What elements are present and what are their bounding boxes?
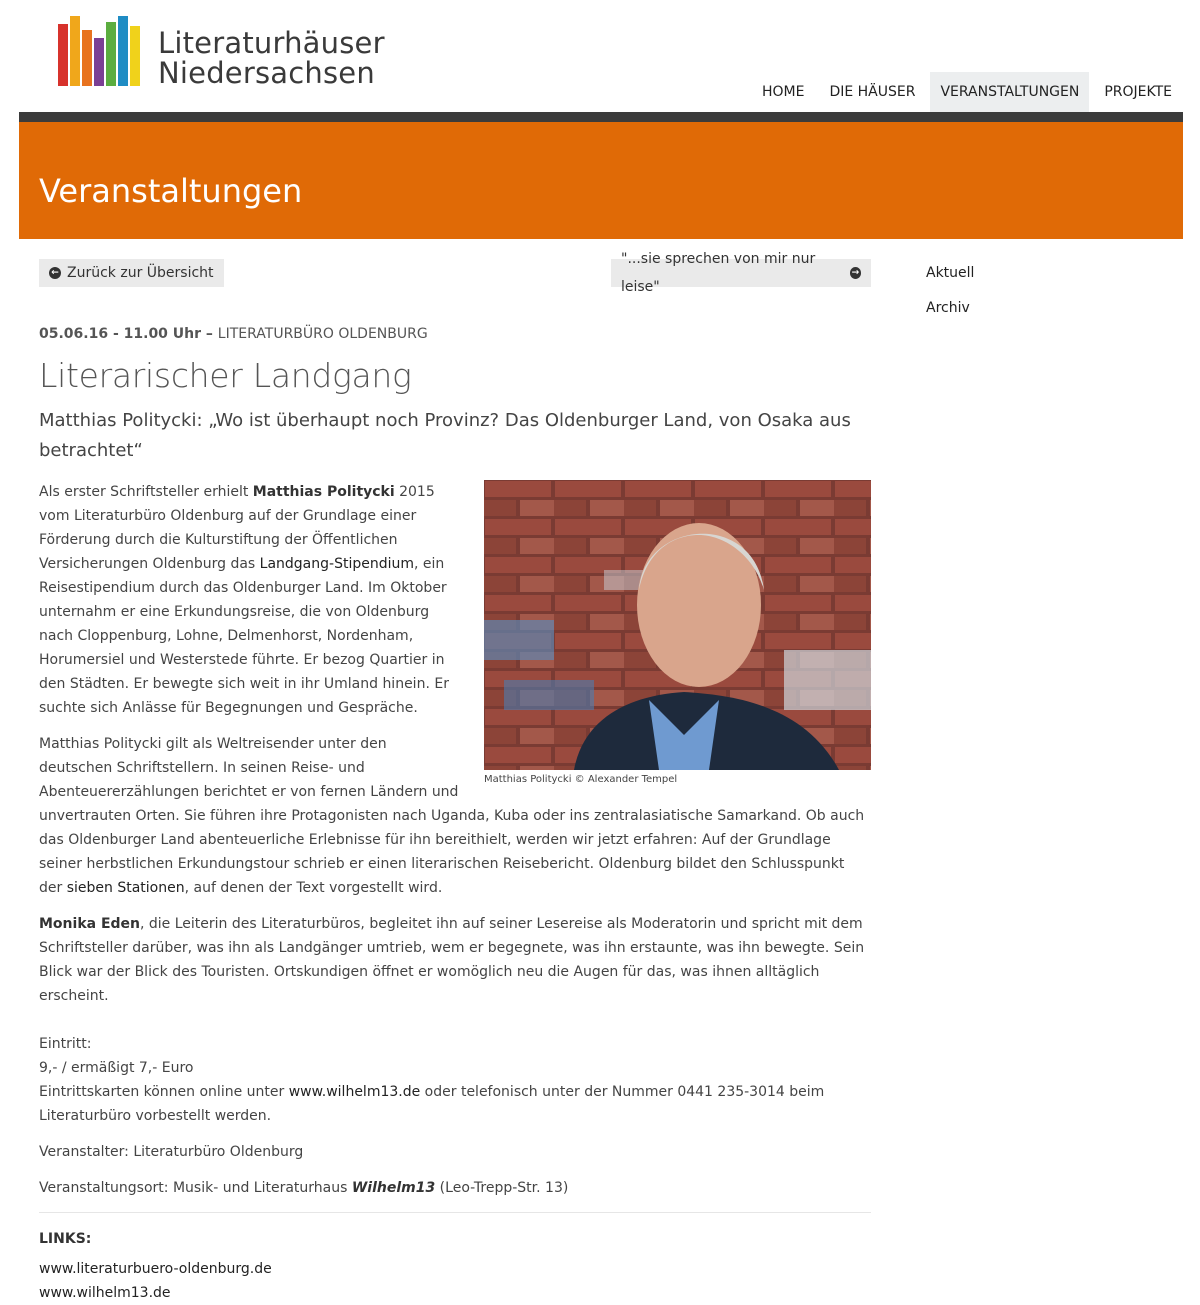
logo-bars-icon bbox=[58, 16, 144, 86]
event-subtitle: Matthias Politycki: „Wo ist überhaupt noch Provinz? Das Oldenburger Land, von Osaka aus betrachtet“ bbox=[39, 410, 851, 461]
p2-text-b: , auf denen der Text vorgestellt wird. bbox=[184, 880, 443, 896]
event-meta bbox=[39, 326, 871, 342]
organizer: Veranstalter: Literaturbüro Oldenburg bbox=[39, 1144, 304, 1160]
landgang-stipendium-link[interactable]: Landgang-Stipendium bbox=[259, 556, 414, 572]
link-wilhelm13[interactable]: www.wilhelm13.de bbox=[39, 1285, 171, 1301]
logo-line2: Niedersachsen bbox=[158, 56, 375, 90]
links-list bbox=[39, 1257, 871, 1305]
nav-home[interactable]: HOME bbox=[761, 84, 805, 100]
location-text-a: Veranstaltungsort: Musik- und Literaturhaus bbox=[39, 1180, 352, 1196]
author-photo[interactable] bbox=[484, 480, 871, 770]
event-article bbox=[39, 326, 871, 1305]
arrow-right-circle-icon: → bbox=[851, 268, 860, 278]
logo-line1: Literaturhäuser bbox=[158, 26, 385, 60]
location-venue-name: Wilhelm13 bbox=[351, 1180, 436, 1196]
next-button-label: "...sie sprechen von mir nur leise" bbox=[621, 251, 816, 295]
paragraph-3 bbox=[39, 912, 871, 1008]
p3-text: , die Leiterin des Literaturbüros, begleitet ihn auf seiner Lesereise als Moderatorin und spricht mit dem Schriftsteller darüber, was ihn als Landgänger umtrieb, wem er begegnete, was ihn erstaunte, was ihn bewegte. Sein Blick war der Blick des Touristen. Ortskundigen öffnet er womöglich neu die Augen für das, was ihnen alltäglich erscheint. bbox=[39, 916, 865, 1004]
next-event-button[interactable] bbox=[611, 251, 871, 295]
entry-text-a: Eintrittskarten können online unter bbox=[39, 1084, 289, 1100]
arrow-left-circle-icon: ← bbox=[49, 267, 61, 279]
logo-text bbox=[158, 28, 385, 88]
nav-veranstaltungen[interactable]: VERANSTALTUNGEN bbox=[930, 72, 1089, 112]
sidebar-item-aktuell[interactable]: Aktuell bbox=[926, 265, 975, 281]
event-datetime: 05.06.16 - 11.00 Uhr bbox=[39, 326, 202, 342]
event-venue: LITERATURBÜRO OLDENBURG bbox=[217, 326, 428, 342]
sidebar-item-archiv[interactable]: Archiv bbox=[926, 300, 970, 316]
divider bbox=[39, 1212, 871, 1213]
author-figure bbox=[484, 480, 871, 785]
main-nav bbox=[747, 72, 1182, 112]
page-title: Veranstaltungen bbox=[39, 172, 303, 210]
nav-divider-bar bbox=[19, 112, 1183, 122]
location bbox=[39, 1176, 871, 1200]
nav-die-haeuser[interactable]: DIE HÄUSER bbox=[829, 84, 916, 100]
p2-text-a: Matthias Politycki gilt als Weltreisender unter den deutschen Schriftstellern. In seinen Reise- und Abenteuererzählungen berichtet er von fernen Ländern und unvertrauten Orten. Sie führen ihre Protagonisten nach Uganda, Kuba oder ins zentralasiatische Samarkand. Ob auch das Oldenburger Land abenteuerliche Erlebnisse für ihn bereithielt, werden wir jetzt erfahren: Auf der Grundlage seiner herbstlichen Erkundungstour schrieb er einen literarischen Reisebericht. Oldenburg bildet den Schlusspunkt der bbox=[39, 736, 865, 896]
page-banner bbox=[19, 122, 1183, 239]
entry-info bbox=[39, 1032, 871, 1128]
nav-projekte[interactable]: PROJEKTE bbox=[1104, 84, 1172, 100]
p1-author-name: Matthias Politycki bbox=[252, 484, 395, 500]
sieben-stationen-link[interactable]: sieben Stationen bbox=[66, 880, 185, 896]
entry-price: 9,- / ermäßigt 7,- Euro bbox=[39, 1060, 194, 1076]
wilhelm13-ticket-link[interactable]: www.wilhelm13.de bbox=[288, 1084, 421, 1100]
entry-text-b: oder telefonisch unter der Nummer 0441 235-3014 beim Literaturbüro vorbestellt werden. bbox=[39, 1084, 825, 1124]
p1-text-a: Als erster Schriftsteller erhielt bbox=[39, 484, 253, 500]
links-heading: LINKS: bbox=[39, 1231, 92, 1247]
photo-caption: Matthias Politycki © Alexander Tempel bbox=[484, 774, 678, 785]
back-to-overview-button[interactable] bbox=[39, 259, 224, 287]
link-literaturbuero-oldenburg[interactable]: www.literaturbuero-oldenburg.de bbox=[39, 1261, 272, 1277]
location-text-b: (Leo-Trepp-Str. 13) bbox=[435, 1180, 569, 1196]
event-title: Literarischer Landgang bbox=[39, 356, 412, 395]
sidebar bbox=[926, 264, 974, 334]
p1-text-c: , ein Reisestipendium durch das Oldenburger Land. Im Oktober unternahm er eine Erkundungsreise, die von Oldenburg nach Cloppenburg, Lohne, Delmenhorst, Nordenham, Horumersiel und Westerstede führte. Er bezog Quartier in den Städten. Er bewegte sich weit in ihr Umland hinein. Er suchte sich Anlässe für Begegnungen und Gespräche. bbox=[39, 556, 449, 716]
meta-separator: – bbox=[201, 326, 218, 342]
entry-label: Eintritt: bbox=[39, 1036, 92, 1052]
p1-text-b: 2015 vom Literaturbüro Oldenburg auf der Grundlage einer Förderung durch die Kulturstiftung der Öffentlichen Versicherungen Oldenburg das bbox=[39, 484, 435, 572]
back-button-label: Zurück zur Übersicht bbox=[67, 265, 214, 281]
p3-moderator-name: Monika Eden bbox=[39, 916, 140, 932]
site-logo[interactable] bbox=[58, 16, 398, 96]
